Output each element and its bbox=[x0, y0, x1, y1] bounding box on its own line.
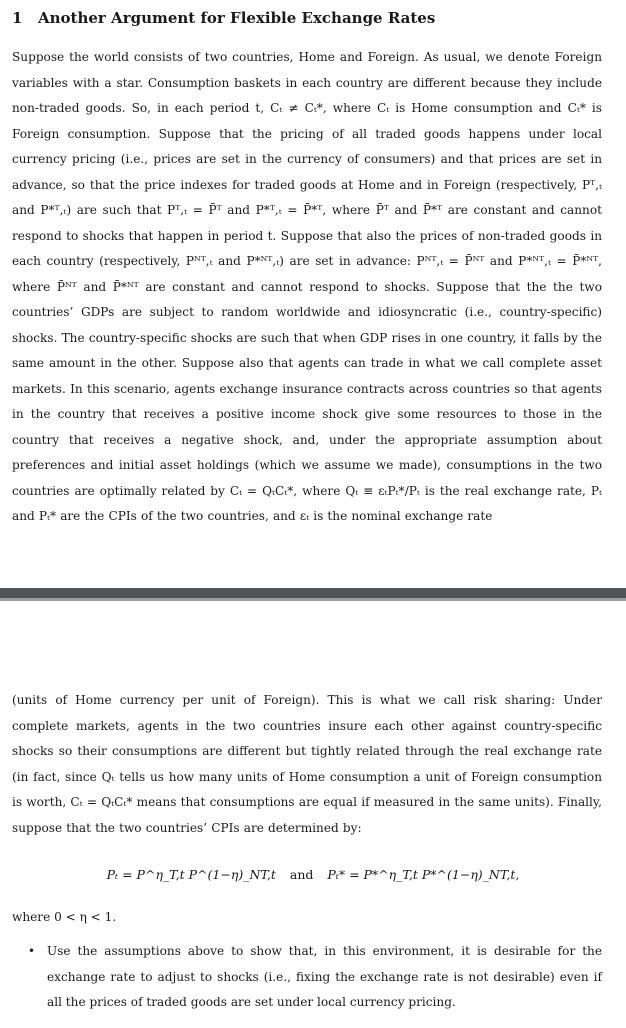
section-heading bbox=[12, 6, 435, 30]
question-bullet bbox=[28, 939, 602, 1016]
cpi-equation bbox=[0, 863, 626, 887]
equation-home-cpi: Pₜ = P^η_T,t P^(1−η)_NT,t bbox=[106, 867, 276, 882]
body-paragraph-continued: (units of Home currency per unit of Foreign). This is what we call risk sharing: Under complete markets, agents in the two countries insure each other against country-specific shocks so their consumptions are different but tightly related through the real exchange rate (in fact, since Qₜ tells us how many units of Home consumption a unit of Foreign consumption is worth, Cₜ = QₜCₜ* means that consumptions are equal if measured in the same units). Finally, suppose that the two countries’ CPIs are determined by: bbox=[12, 693, 602, 835]
bullet-icon: • bbox=[28, 944, 36, 958]
section-title: Another Argument for Flexible Exchange Rates bbox=[38, 9, 436, 27]
equation-foreign-cpi: Pₜ* = P*^η_T,t P*^(1−η)_NT,t, bbox=[327, 867, 520, 882]
equation-connector: and bbox=[289, 867, 314, 882]
section-number: 1 bbox=[12, 9, 23, 27]
document-page-2 bbox=[0, 601, 626, 1028]
page-separator bbox=[0, 588, 626, 601]
question-text: Use the assumptions above to show that, in this environment, it is desirable for the exchange rate to adjust to shocks (i.e., fixing the exchange rate is not desirable) even if all the prices of traded goods are set under local currency pricing. bbox=[47, 944, 602, 1009]
eta-condition: where 0 < η < 1. bbox=[12, 910, 117, 924]
body-paragraph: Suppose the world consists of two countries, Home and Foreign. As usual, we denote Foreign variables with a star. Consumption baskets in each country are different because they include non-traded goods. So, in each period t, Cₜ ≠ Cₜ*, where Cₜ is Home consumption and Cₜ* is Foreign consumption. Suppose that the pricing of all traded goods happens under local currency pricing (i.e., prices are set in the currency of consumers) and that prices are set in advance, so that the price indexes for traded goods at Home and in Foreign (respectively, Pᵀ,ₜ and P*ᵀ,ₜ) are such that Pᵀ,ₜ = P̄ᵀ and P*ᵀ,ₜ = P̄*ᵀ, where P̄ᵀ and P̄*ᵀ are constant and cannot respond to shocks that happen in period t. Suppose that also the prices of non-traded goods in each country (respectively, Pᴺᵀ,ₜ and P*ᴺᵀ,ₜ) are set in advance: Pᴺᵀ,ₜ = P̄ᴺᵀ and P*ᴺᵀ,ₜ = P̄*ᴺᵀ, where P̄ᴺᵀ and P̄*ᴺᵀ are constant and cannot respond to shocks. Suppose that the the two countries’ GDPs are subject to random worldwide and idiosyncratic (i.e., country-specific) shocks. The country-specific shocks are such that when GDP rises in one country, it falls by the same amount in the other. Suppose also that agents can trade in what we call complete asset markets. In this scenario, agents exchange insurance contracts across countries so that agents in the country that receives a positive income shock give some resources to those in the country that receives a negative shock, and, under the appropriate assumption about preferences and initial asset holdings (which we assume we made), consumptions in the two countries are optimally related by Cₜ = QₜCₜ*, where Qₜ ≡ εₜPₜ*/Pₜ is the real exchange rate, Pₜ and Pₜ* are the CPIs of the two countries, and εₜ is the nominal exchange rate bbox=[12, 50, 602, 523]
